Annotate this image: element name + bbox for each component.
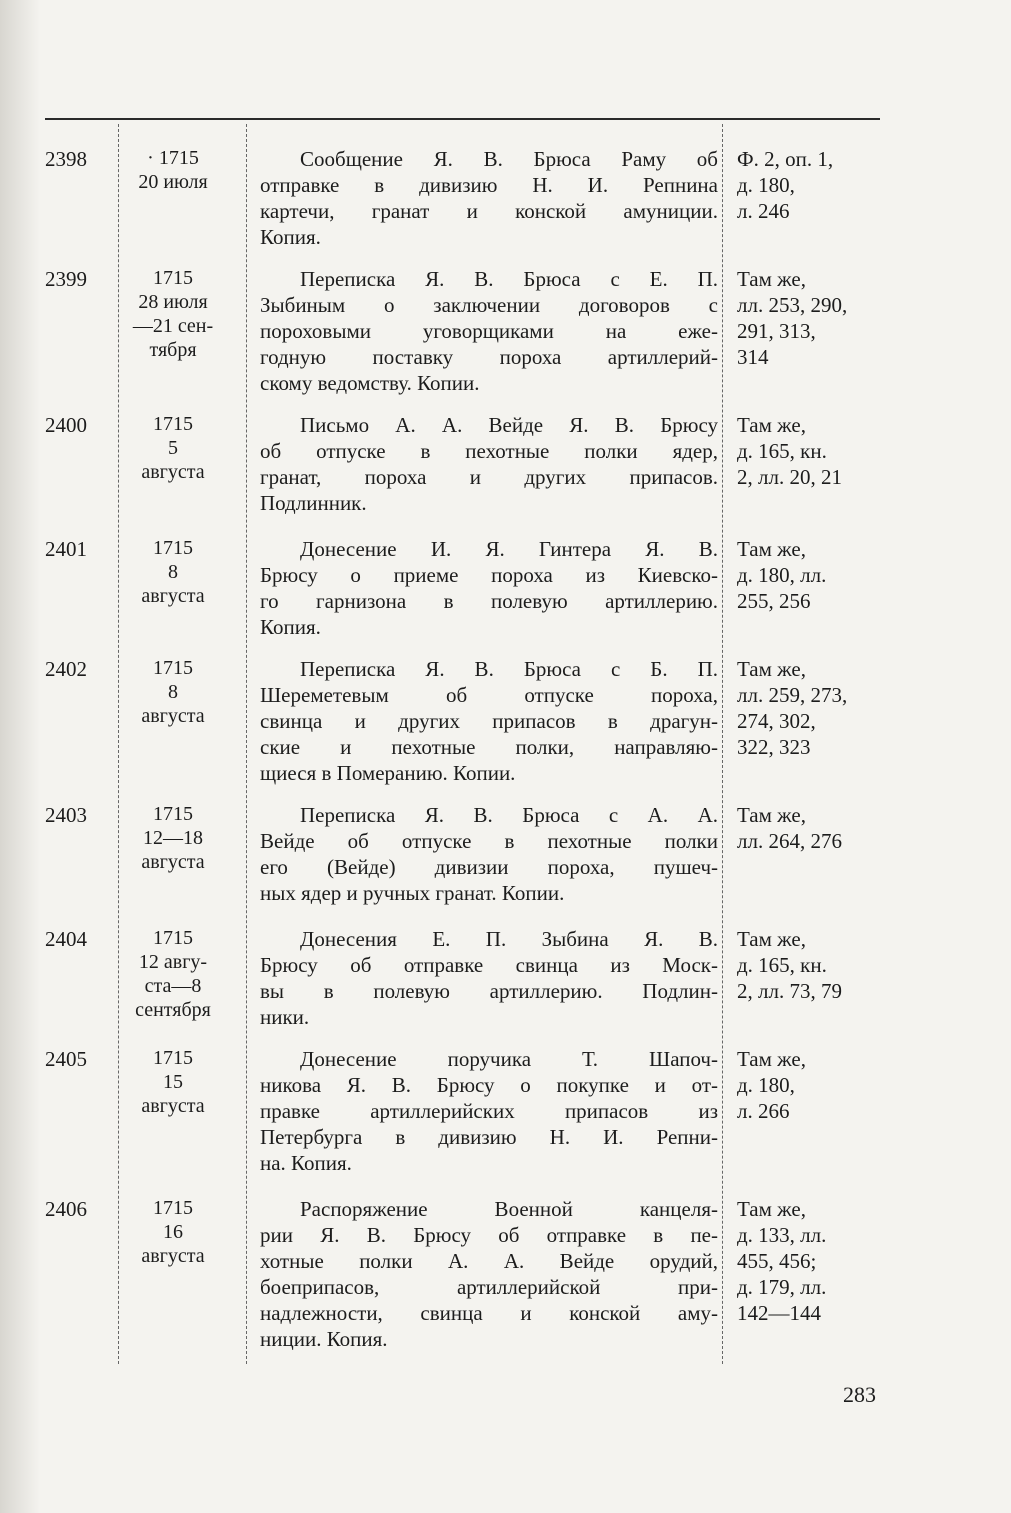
entry-description-line: пороховыми уговорщиками на еже-: [260, 319, 718, 343]
entry-description-line: Переписка Я. В. Брюса с Е. П.: [300, 267, 718, 291]
entry-reference-line: 2, лл. 73, 79: [737, 979, 842, 1003]
entry-reference-line: Там же,: [737, 1197, 806, 1221]
entry-date-line: 8: [168, 561, 178, 583]
entry-description-line: Шереметевым об отпуске пороха,: [260, 683, 718, 707]
entry-date: [113, 802, 233, 874]
entry-date-line: 1715: [153, 927, 193, 949]
entry-description-line: никова Я. В. Брюсу о покупке и от-: [260, 1073, 718, 1097]
entry-description-line: Копия.: [260, 225, 321, 249]
entry-date: [113, 926, 233, 1022]
entry-date-line: 28 июля: [138, 291, 208, 313]
entry-number: 2399: [45, 267, 87, 291]
entry-date-line: · 1715: [147, 147, 199, 169]
entry-reference-line: лл. 264, 276: [737, 829, 842, 853]
entry-description: [260, 536, 718, 640]
entry-reference: [737, 146, 887, 224]
entry-reference-line: 142—144: [737, 1301, 821, 1325]
entry-number: 2398: [45, 147, 87, 171]
entry-description-line: правке артиллерийских припасов из: [260, 1099, 718, 1123]
entry-description-line: Копия.: [260, 615, 321, 639]
entry-description-line: боеприпасов, артиллерийской при-: [260, 1275, 718, 1299]
entry-description-line: годную поставку пороха артиллерий-: [260, 345, 718, 369]
entry-date-line: августа: [141, 585, 205, 607]
entry-description-line: надлежности, свинца и конской аму-: [260, 1301, 718, 1325]
entry-date-line: —21 сен-: [132, 315, 214, 337]
entry-reference-line: 274, 302,: [737, 709, 816, 733]
entry-reference-line: д. 179, лл.: [737, 1275, 827, 1299]
entry-description-line: го гарнизона в полевую артиллерию.: [260, 589, 718, 613]
entry-date-line: 16: [163, 1221, 183, 1243]
entry-reference-line: л. 246: [737, 199, 790, 223]
entry-description: [260, 926, 718, 1030]
entry-date: [113, 266, 233, 362]
page-edge-shadow: [0, 0, 40, 1513]
entry-date-line: 20 июля: [138, 171, 208, 193]
entry-reference: [737, 926, 887, 1004]
entry-description-line: щиеся в Померанию. Копии.: [260, 761, 516, 785]
entry-reference-line: Там же,: [737, 413, 806, 437]
entry-date-line: 12 авгу-: [138, 951, 208, 973]
entry-description-line: рии Я. В. Брюсу об отправке в пе-: [260, 1223, 718, 1247]
entry-reference-line: 291, 313,: [737, 319, 816, 343]
entry-description: [260, 412, 718, 516]
entry-date-line: сентября: [135, 999, 211, 1021]
entry-date: [113, 536, 233, 608]
entry-date: [113, 1046, 233, 1118]
entry-description-line: Вейде об отпуске в пехотные полки: [260, 829, 718, 853]
entry-reference-line: лл. 253, 290,: [737, 293, 848, 317]
entry-reference-line: Там же,: [737, 267, 806, 291]
entry-reference-line: 322, 323: [737, 735, 811, 759]
entry-date-line: 8: [168, 681, 178, 703]
entry-reference-line: Там же,: [737, 537, 806, 561]
entry-reference: [737, 1196, 887, 1326]
entry-description: [260, 1196, 718, 1352]
entry-reference-line: 455, 456;: [737, 1249, 817, 1273]
table-top-rule: [45, 118, 880, 120]
entry-description-line: отправке в дивизию Н. И. Репнина: [260, 173, 718, 197]
entry-reference-line: 255, 256: [737, 589, 811, 613]
entry-reference-line: д. 133, лл.: [737, 1223, 827, 1247]
entry-reference: [737, 536, 887, 614]
entry-reference: [737, 656, 887, 760]
entry-description-line: Письмо А. А. Вейде Я. В. Брюсу: [300, 413, 718, 437]
entry-reference-line: д. 165, кн.: [737, 439, 827, 463]
entry-description-line: Донесение И. Я. Гинтера Я. В.: [300, 537, 718, 561]
entry-number: 2403: [45, 803, 87, 827]
entry-reference-line: Там же,: [737, 1047, 806, 1071]
entry-reference: [737, 802, 887, 854]
entry-date-line: 1715: [153, 803, 193, 825]
entry-number: 2404: [45, 927, 87, 951]
entry-date: [113, 656, 233, 728]
entry-date-line: 1715: [153, 267, 193, 289]
entry-reference-line: Там же,: [737, 927, 806, 951]
entry-description-line: Переписка Я. В. Брюса с А. А.: [300, 803, 718, 827]
entry-description-line: ниции. Копия.: [260, 1327, 388, 1351]
entry-number: 2406: [45, 1197, 87, 1221]
entry-date-line: 1715: [153, 413, 193, 435]
entry-description-line: Подлинник.: [260, 491, 367, 515]
entry-reference: [737, 1046, 887, 1124]
entry-date-line: августа: [141, 705, 205, 727]
entry-description-line: Брюсу об отправке свинца из Моск-: [260, 953, 718, 977]
entry-date-line: 1715: [153, 1047, 193, 1069]
entry-description-line: ных ядер и ручных гранат. Копии.: [260, 881, 565, 905]
entry-date-line: августа: [141, 851, 205, 873]
entry-description-line: Петербурга в дивизию Н. И. Репни-: [260, 1125, 718, 1149]
entry-date-line: августа: [141, 1245, 205, 1267]
entry-date-line: 1715: [153, 537, 193, 559]
entry-reference-line: л. 266: [737, 1099, 790, 1123]
entry-reference: [737, 266, 887, 370]
entry-number: 2402: [45, 657, 87, 681]
entry-reference-line: 314: [737, 345, 769, 369]
entry-reference-line: Ф. 2, оп. 1,: [737, 147, 834, 171]
entry-reference-line: 2, лл. 20, 21: [737, 465, 842, 489]
entry-description-line: картечи, гранат и конской амуниции.: [260, 199, 718, 223]
entry-date-line: августа: [141, 461, 205, 483]
entry-number: 2405: [45, 1047, 87, 1071]
entry-date-line: тября: [149, 339, 197, 361]
entry-description-line: Донесение поручика Т. Шапоч-: [300, 1047, 718, 1071]
entry-description-line: скому ведомству. Копии.: [260, 371, 480, 395]
entry-description-line: гранат, пороха и других припасов.: [260, 465, 718, 489]
entry-description: [260, 146, 718, 250]
entry-description-line: Сообщение Я. В. Брюса Раму об: [300, 147, 718, 171]
entry-description-line: хотные полки А. А. Вейде орудий,: [260, 1249, 718, 1273]
entry-description-line: Переписка Я. В. Брюса с Б. П.: [300, 657, 718, 681]
entry-reference-line: Там же,: [737, 803, 806, 827]
column-divider-2: [246, 124, 247, 1364]
entry-description-line: ники.: [260, 1005, 310, 1029]
entry-number: 2400: [45, 413, 87, 437]
entry-description-line: его (Вейде) дивизии пороха, пушеч-: [260, 855, 718, 879]
entry-date-line: 5: [168, 437, 178, 459]
entry-description-line: Брюсу о приеме пороха из Киевско-: [260, 563, 718, 587]
entry-reference-line: д. 180,: [737, 173, 795, 197]
entry-date-line: 15: [163, 1071, 183, 1093]
entry-description-line: Распоряжение Военной канцеля-: [300, 1197, 718, 1221]
entry-date: [113, 146, 233, 194]
entry-description: [260, 656, 718, 786]
entry-date-line: 12—18: [143, 827, 203, 849]
entry-description-line: Донесения Е. П. Зыбина Я. В.: [300, 927, 718, 951]
entry-date-line: августа: [141, 1095, 205, 1117]
entry-description: [260, 266, 718, 396]
column-divider-3: [722, 124, 723, 1364]
page-number: 283: [843, 1382, 876, 1407]
entry-date-line: ста—8: [144, 975, 202, 997]
entry-description-line: вы в полевую артиллерию. Подлин-: [260, 979, 718, 1003]
entry-number: 2401: [45, 537, 87, 561]
entry-date-line: 1715: [153, 657, 193, 679]
entry-description: [260, 1046, 718, 1176]
entry-reference-line: Там же,: [737, 657, 806, 681]
entry-date: [113, 412, 233, 484]
entry-description-line: ские и пехотные полки, направляю-: [260, 735, 718, 759]
entry-description-line: об отпуске в пехотные полки ядер,: [260, 439, 718, 463]
entry-date-line: 1715: [153, 1197, 193, 1219]
entry-reference-line: д. 180,: [737, 1073, 795, 1097]
entry-date: [113, 1196, 233, 1268]
entry-description-line: свинца и других припасов в драгун-: [260, 709, 718, 733]
entry-description: [260, 802, 718, 906]
entry-description-line: на. Копия.: [260, 1151, 352, 1175]
entry-reference-line: лл. 259, 273,: [737, 683, 848, 707]
entry-reference-line: д. 165, кн.: [737, 953, 827, 977]
entry-reference-line: д. 180, лл.: [737, 563, 827, 587]
entry-description-line: Зыбиным о заключении договоров с: [260, 293, 718, 317]
entry-reference: [737, 412, 887, 490]
